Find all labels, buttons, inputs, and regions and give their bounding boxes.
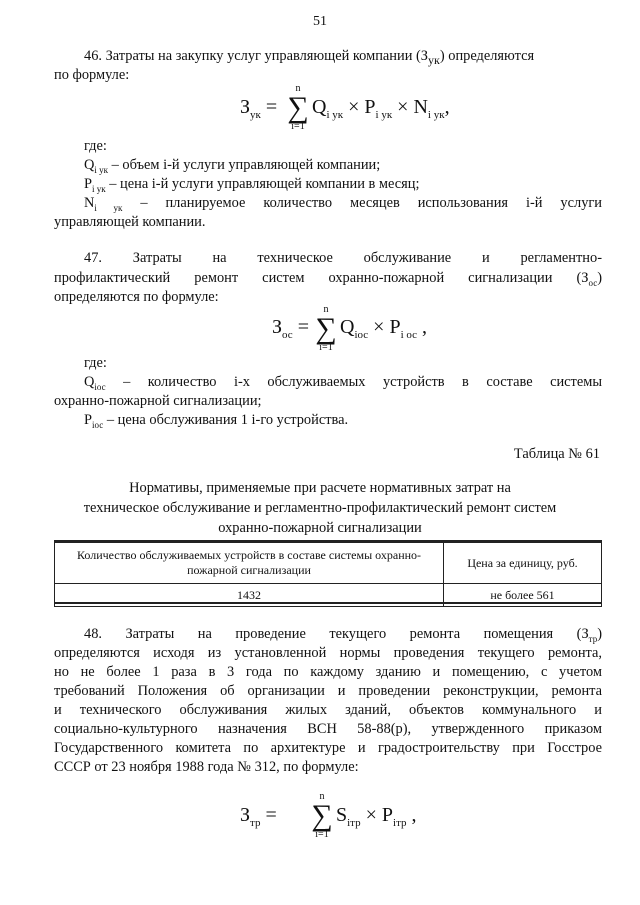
sum-sigma: ∑ (311, 799, 333, 832)
item46-line1-tail: ) определяются (439, 48, 535, 64)
item47-formula-terms (340, 316, 427, 341)
term-p-sub: i ос (400, 329, 418, 341)
formula-eq: = (265, 804, 277, 826)
term-p-sub: i ук (375, 109, 393, 121)
item47-line3: определяются по формуле: (54, 289, 219, 305)
item48-line1-text: 48. Затраты на проведение текущего ремонта помещения (З (84, 626, 589, 642)
item47-line2-sub: ос (588, 277, 598, 288)
formula-comma: , (411, 804, 417, 826)
term-p-sub: iтр (393, 817, 407, 829)
sum-bottom: i=1 (291, 121, 305, 132)
item47-def1 (84, 374, 602, 392)
formula-lhs-sub: ук (250, 109, 261, 121)
def-symbol: N (84, 195, 95, 211)
def-sub: i ук (92, 183, 106, 194)
times-sign: × (365, 804, 377, 826)
item46-line1-sub: ук (428, 52, 440, 67)
formula-lhs: З (240, 804, 251, 826)
times-sign: × (397, 96, 409, 118)
item47-where: где: (84, 355, 107, 371)
formula-comma: , (422, 316, 428, 338)
def-symbol: Q (84, 374, 95, 390)
formula-eq: = (297, 316, 309, 338)
def-text: – цена обслуживания 1 i-го устройства. (103, 412, 349, 428)
item47-sum (314, 305, 338, 353)
sum-bottom: i=1 (319, 342, 333, 353)
formula-comma: , (444, 96, 450, 118)
table-bottom-rule (54, 602, 602, 604)
def-sub: i ук (94, 164, 109, 175)
term-n: N (413, 96, 428, 118)
def-symbol: P (84, 412, 93, 428)
def-sub: iос (92, 419, 104, 430)
item48-line1 (84, 626, 602, 644)
item47-line2-text: профилактический ремонт систем охранно-пожарной сигнализации (З (54, 270, 589, 286)
sum-sigma: ∑ (315, 312, 337, 345)
norms-table (54, 542, 602, 607)
item46-where: где: (84, 138, 107, 154)
term-n-sub: i ук (427, 109, 445, 121)
table-cell: 1432 (55, 584, 444, 607)
table-header-row (55, 543, 602, 584)
times-sign: × (348, 96, 360, 118)
term-s: S (336, 804, 348, 826)
def-text: – цена i-й услуги управляющей компании в месяц; (105, 176, 420, 192)
item48-line1-sub: тр (588, 633, 598, 644)
item46-formula (240, 96, 277, 121)
formula-lhs: З (240, 96, 251, 118)
table-title (60, 478, 580, 538)
item46-line2: по формуле: (54, 67, 130, 83)
item48-formula-terms (336, 804, 417, 829)
term-q: Q (312, 96, 327, 118)
item46-line1-text: 46. Затраты на закупку услуг управляющей компании (З (84, 48, 429, 64)
item48-formula (240, 804, 277, 829)
term-s-sub: iтр (347, 817, 361, 829)
item48-line1-tail: ) (597, 626, 602, 642)
def-symbol: Q (84, 157, 95, 173)
formula-lhs-sub: ос (282, 329, 293, 341)
formula-lhs-sub: тр (250, 817, 261, 829)
def-sub: i ук (94, 202, 123, 213)
item48-line: и технического обслуживания жилых зданий, объектов коммунального и (54, 702, 602, 718)
term-p: P (389, 316, 401, 338)
page-number: 51 (313, 14, 327, 29)
item46-def3 (84, 195, 602, 213)
item46-def1 (84, 157, 380, 175)
def-text: – планируемое количество месяцев использования i-й услуги (122, 195, 602, 211)
item46-line1 (84, 48, 534, 68)
item47-line2-tail: ) (597, 270, 602, 286)
term-q: Q (340, 316, 355, 338)
item47-def2 (84, 412, 348, 430)
item47-line2 (54, 270, 602, 288)
item47-def1-cont: охранно-пожарной сигнализации; (54, 393, 262, 409)
table-title-line: охранно-пожарной сигнализации (218, 520, 422, 536)
item46-formula-terms (312, 96, 450, 121)
table-label: Таблица № 61 (513, 446, 600, 462)
item47-line1: 47. Затраты на техническое обслуживание и регламентно- (84, 250, 602, 266)
table-title-line: техническое обслуживание и регламентно-профилактический ремонт систем (83, 500, 557, 516)
item46-def2 (84, 176, 420, 194)
item48-sum (310, 792, 334, 840)
item48-line: требований Положения об организации и проведении реконструкции, ремонта (54, 683, 602, 699)
item48-line: определяются исходя из установленной нормы проведения текущего ремонта, (54, 645, 602, 661)
sum-bottom: i=1 (315, 829, 329, 840)
term-p: P (364, 96, 376, 118)
item48-line: но не более 1 раза в 3 года по каждому зданию и помещению, с учетом (54, 664, 602, 680)
term-q-sub: i ук (326, 109, 344, 121)
item47-formula (272, 316, 309, 341)
sum-top: n (323, 304, 329, 315)
times-sign: × (373, 316, 385, 338)
sum-top: n (319, 791, 325, 802)
formula-lhs: З (272, 316, 283, 338)
table-header-cell: Количество обслуживаемых устройств в составе системы охранно-пожарной сигнализации (55, 543, 444, 584)
def-text: – объем i-й услуги управляющей компании; (108, 157, 381, 173)
item48-line: СССР от 23 ноября 1988 года № 312, по формуле: (54, 759, 359, 775)
def-sub: iос (94, 381, 106, 392)
item48-line: социально-культурного назначения ВСН 58-88(р), утвержденного приказом (54, 721, 602, 737)
term-p: P (381, 804, 394, 826)
def-text: – количество i-х обслуживаемых устройств в составе системы (105, 374, 602, 390)
table-title-line: Нормативы, применяемые при расчете нормативных затрат на (129, 480, 511, 496)
sum-sigma: ∑ (287, 91, 309, 124)
sum-top: n (295, 83, 301, 94)
formula-eq: = (265, 96, 278, 118)
item48-line: Государственного комитета по архитектуре и градостроительству при Госстрое (54, 740, 602, 756)
table-header-cell: Цена за единицу, руб. (444, 543, 602, 584)
item46-sum (286, 84, 310, 132)
def-symbol: P (84, 176, 93, 192)
term-q-sub: iос (354, 329, 369, 341)
table-cell: не более 561 (444, 584, 602, 607)
item46-def3-cont: управляющей компании. (54, 214, 206, 230)
